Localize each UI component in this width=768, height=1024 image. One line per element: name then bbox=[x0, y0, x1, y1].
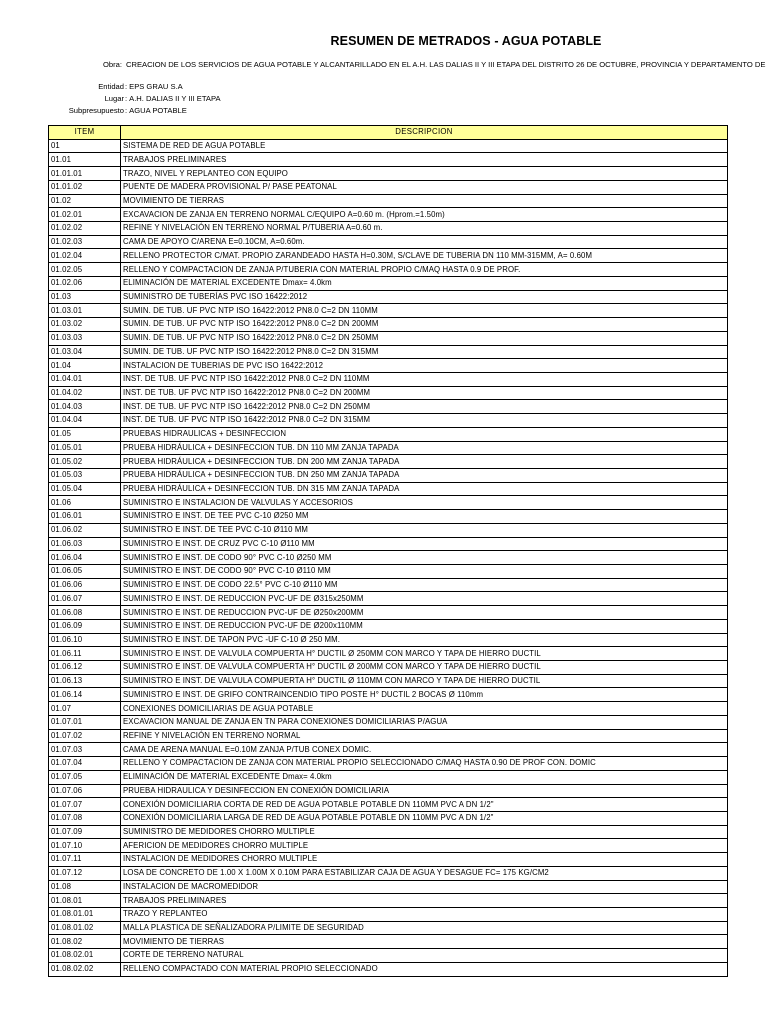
descripcion-cell: INST. DE TUB. UF PVC NTP ISO 16422:2012 PN8.0 C=2 DN 200MM bbox=[121, 386, 728, 400]
item-cell: 01.07 bbox=[49, 702, 121, 716]
table-row bbox=[49, 592, 728, 606]
item-cell: 01.06.04 bbox=[49, 551, 121, 565]
item-cell: 01.06.06 bbox=[49, 578, 121, 592]
descripcion-cell: SUMINISTRO E INST. DE VALVULA COMPUERTA H° DUCTIL Ø 200MM CON MARCO Y TAPA DE HIERRO DUCTIL bbox=[121, 661, 728, 675]
entidad-label: Entidad bbox=[98, 82, 124, 91]
table-row bbox=[49, 167, 728, 181]
table-row bbox=[49, 235, 728, 249]
descripcion-cell: CAMA DE ARENA MANUAL E=0.10M ZANJA P/TUB CONEX DOMIC. bbox=[121, 743, 728, 757]
item-cell: 01.06.05 bbox=[49, 565, 121, 579]
lugar-line: Lugar: A.H. DALIAS II Y III ETAPA bbox=[0, 94, 221, 103]
descripcion-cell: PRUEBA HIDRÁULICA + DESINFECCION TUB. DN 110 MM ZANJA TAPADA bbox=[121, 441, 728, 455]
descripcion-cell: SUMINISTRO E INST. DE TEE PVC C-10 Ø110 MM bbox=[121, 523, 728, 537]
item-cell: 01.06.08 bbox=[49, 606, 121, 620]
descripcion-cell: SUMINISTRO E INST. DE REDUCCION PVC-UF DE Ø315x250MM bbox=[121, 592, 728, 606]
item-cell: 01.03.04 bbox=[49, 345, 121, 359]
descripcion-cell: SUMINISTRO E INST. DE VALVULA COMPUERTA H° DUCTIL Ø 250MM CON MARCO Y TAPA DE HIERRO DUCTIL bbox=[121, 647, 728, 661]
descripcion-cell: INST. DE TUB. UF PVC NTP ISO 16422:2012 PN8.0 C=2 DN 250MM bbox=[121, 400, 728, 414]
table-row bbox=[49, 962, 728, 976]
table-row bbox=[49, 565, 728, 579]
table-row bbox=[49, 743, 728, 757]
obra-line bbox=[103, 60, 768, 69]
descripcion-cell: CAMA DE APOYO C/ARENA E=0.10CM, A=0.60m. bbox=[121, 235, 728, 249]
descripcion-cell: TRAZO, NIVEL Y REPLANTEO CON EQUIPO bbox=[121, 167, 728, 181]
table-row bbox=[49, 661, 728, 675]
item-cell: 01.07.12 bbox=[49, 866, 121, 880]
item-cell: 01.07.11 bbox=[49, 853, 121, 867]
subpresupuesto-label: Subpresupuesto bbox=[68, 106, 124, 115]
descripcion-cell: CONEXIONES DOMICILIARIAS DE AGUA POTABLE bbox=[121, 702, 728, 716]
table-row bbox=[49, 441, 728, 455]
item-cell: 01.05.01 bbox=[49, 441, 121, 455]
item-cell: 01.07.10 bbox=[49, 839, 121, 853]
table-row bbox=[49, 921, 728, 935]
table-row bbox=[49, 811, 728, 825]
table-row bbox=[49, 510, 728, 524]
item-cell: 01.05.03 bbox=[49, 468, 121, 482]
table-row bbox=[49, 523, 728, 537]
table-row bbox=[49, 194, 728, 208]
descripcion-cell: SUMIN. DE TUB. UF PVC NTP ISO 16422:2012 PN8.0 C=2 DN 250MM bbox=[121, 331, 728, 345]
item-cell: 01.06.12 bbox=[49, 661, 121, 675]
item-cell: 01.02.06 bbox=[49, 276, 121, 290]
item-cell: 01.03.02 bbox=[49, 318, 121, 332]
table-row bbox=[49, 907, 728, 921]
subpresupuesto-line: Subpresupuesto: AGUA POTABLE bbox=[0, 106, 187, 115]
obra-value: CREACION DE LOS SERVICIOS DE AGUA POTABLE Y ALCANTARILLADO EN EL A.H. LAS DALIAS II Y III ETAPA DEL DISTRITO 26 DE OCTUBRE, PROVINCIA Y DEPARTAMENTO DE bbox=[126, 60, 766, 69]
descripcion-cell: SUMINISTRO DE TUBERÍAS PVC ISO 16422:2012 bbox=[121, 290, 728, 304]
item-cell: 01.02.01 bbox=[49, 208, 121, 222]
item-cell: 01.02.02 bbox=[49, 222, 121, 236]
item-cell: 01.06.11 bbox=[49, 647, 121, 661]
table-row bbox=[49, 729, 728, 743]
item-cell: 01.03.03 bbox=[49, 331, 121, 345]
descripcion-cell: SUMINISTRO E INST. DE REDUCCION PVC-UF DE Ø200x110MM bbox=[121, 619, 728, 633]
item-cell: 01.04.03 bbox=[49, 400, 121, 414]
item-cell: 01.07.08 bbox=[49, 811, 121, 825]
descripcion-cell: SUMINISTRO E INST. DE TEE PVC C-10 Ø250 MM bbox=[121, 510, 728, 524]
item-cell: 01.02.05 bbox=[49, 263, 121, 277]
descripcion-cell: MOVIMIENTO DE TIERRAS bbox=[121, 935, 728, 949]
descripcion-cell: CORTE DE TERRENO NATURAL bbox=[121, 949, 728, 963]
item-cell: 01.04 bbox=[49, 359, 121, 373]
item-cell: 01.06.10 bbox=[49, 633, 121, 647]
item-cell: 01.02.04 bbox=[49, 249, 121, 263]
page-title: RESUMEN DE METRADOS - AGUA POTABLE bbox=[330, 34, 602, 48]
descripcion-cell: SUMINISTRO E INST. DE GRIFO CONTRAINCENDIO TIPO POSTE H° DUCTIL 2 BOCAS Ø 110mm bbox=[121, 688, 728, 702]
descripcion-cell: SUMINISTRO E INSTALACION DE VALVULAS Y ACCESORIOS bbox=[121, 496, 728, 510]
table-row bbox=[49, 619, 728, 633]
table-row bbox=[49, 839, 728, 853]
item-cell: 01.07.06 bbox=[49, 784, 121, 798]
descripcion-cell: INSTALACION DE TUBERIAS DE PVC ISO 16422:2012 bbox=[121, 359, 728, 373]
table-row bbox=[49, 139, 728, 153]
table-row bbox=[49, 359, 728, 373]
item-cell: 01.07.07 bbox=[49, 798, 121, 812]
descripcion-cell: SISTEMA DE RED DE AGUA POTABLE bbox=[121, 139, 728, 153]
table-row bbox=[49, 757, 728, 771]
descripcion-cell: SUMIN. DE TUB. UF PVC NTP ISO 16422:2012 PN8.0 C=2 DN 110MM bbox=[121, 304, 728, 318]
item-cell: 01.06.09 bbox=[49, 619, 121, 633]
item-cell: 01.06.03 bbox=[49, 537, 121, 551]
item-cell: 01.05.04 bbox=[49, 482, 121, 496]
item-cell: 01.06.07 bbox=[49, 592, 121, 606]
descripcion-cell: EXCAVACION DE ZANJA EN TERRENO NORMAL C/EQUIPO A=0.60 m. (Hprom.=1.50m) bbox=[121, 208, 728, 222]
entidad-value: EPS GRAU S.A bbox=[129, 82, 183, 91]
table-row bbox=[49, 866, 728, 880]
lugar-label: Lugar bbox=[104, 94, 124, 103]
table-row bbox=[49, 702, 728, 716]
table-row bbox=[49, 537, 728, 551]
item-cell: 01.06.14 bbox=[49, 688, 121, 702]
descripcion-cell: SUMINISTRO DE MEDIDORES CHORRO MULTIPLE bbox=[121, 825, 728, 839]
table-row bbox=[49, 688, 728, 702]
descripcion-cell: INST. DE TUB. UF PVC NTP ISO 16422:2012 PN8.0 C=2 DN 315MM bbox=[121, 414, 728, 428]
descripcion-cell: EXCAVACION MANUAL DE ZANJA EN TN PARA CONEXIONES DOMICILIARIAS P/AGUA bbox=[121, 715, 728, 729]
table-row bbox=[49, 427, 728, 441]
header-item: ITEM bbox=[49, 126, 121, 140]
table-row bbox=[49, 798, 728, 812]
item-cell: 01.04.04 bbox=[49, 414, 121, 428]
descripcion-cell: PRUEBA HIDRÁULICA + DESINFECCION TUB. DN 315 MM ZANJA TAPADA bbox=[121, 482, 728, 496]
table-row bbox=[49, 386, 728, 400]
descripcion-cell: SUMINISTRO E INST. DE CODO 22.5° PVC C-10 Ø110 MM bbox=[121, 578, 728, 592]
table-row bbox=[49, 770, 728, 784]
descripcion-cell: INSTALACION DE MEDIDORES CHORRO MULTIPLE bbox=[121, 853, 728, 867]
table-row bbox=[49, 633, 728, 647]
descripcion-cell: AFERICION DE MEDIDORES CHORRO MULTIPLE bbox=[121, 839, 728, 853]
item-cell: 01.08.02 bbox=[49, 935, 121, 949]
descripcion-cell: SUMINISTRO E INST. DE REDUCCION PVC-UF DE Ø250x200MM bbox=[121, 606, 728, 620]
table-header-row bbox=[49, 126, 728, 140]
descripcion-cell: TRABAJOS PRELIMINARES bbox=[121, 894, 728, 908]
item-cell: 01.08 bbox=[49, 880, 121, 894]
descripcion-cell: MALLA PLASTICA DE SEÑALIZADORA P/LIMITE DE SEGURIDAD bbox=[121, 921, 728, 935]
descripcion-cell: MOVIMIENTO DE TIERRAS bbox=[121, 194, 728, 208]
item-cell: 01.04.01 bbox=[49, 372, 121, 386]
descripcion-cell: INSTALACION DE MACROMEDIDOR bbox=[121, 880, 728, 894]
obra-label: Obra: bbox=[103, 60, 122, 69]
table-row bbox=[49, 208, 728, 222]
descripcion-cell: PRUEBAS HIDRAULICAS + DESINFECCION bbox=[121, 427, 728, 441]
metrados-table bbox=[48, 125, 728, 977]
item-cell: 01.08.01 bbox=[49, 894, 121, 908]
item-cell: 01.05.02 bbox=[49, 455, 121, 469]
table-row bbox=[49, 606, 728, 620]
entidad-line: Entidad: EPS GRAU S.A bbox=[0, 82, 183, 91]
item-cell: 01.02.03 bbox=[49, 235, 121, 249]
table-row bbox=[49, 180, 728, 194]
item-cell: 01 bbox=[49, 139, 121, 153]
descripcion-cell: SUMINISTRO E INST. DE CODO 90° PVC C-10 Ø110 MM bbox=[121, 565, 728, 579]
table-row bbox=[49, 894, 728, 908]
table-row bbox=[49, 935, 728, 949]
descripcion-cell: SUMIN. DE TUB. UF PVC NTP ISO 16422:2012 PN8.0 C=2 DN 200MM bbox=[121, 318, 728, 332]
table-row bbox=[49, 468, 728, 482]
item-cell: 01.02 bbox=[49, 194, 121, 208]
item-cell: 01.05 bbox=[49, 427, 121, 441]
descripcion-cell: RELLENO COMPACTADO CON MATERIAL PROPIO SELECCIONADO bbox=[121, 962, 728, 976]
table-row bbox=[49, 647, 728, 661]
descripcion-cell: PRUEBA HIDRAULICA Y DESINFECCION EN CONEXIÓN DOMICILIARIA bbox=[121, 784, 728, 798]
table-row bbox=[49, 551, 728, 565]
descripcion-cell: CONEXIÓN DOMICILIARIA CORTA DE RED DE AGUA POTABLE POTABLE DN 110MM PVC A DN 1/2" bbox=[121, 798, 728, 812]
descripcion-cell: RELLENO Y COMPACTACION DE ZANJA P/TUBERIA CON MATERIAL PROPIO C/MAQ HASTA 0.9 DE PROF. bbox=[121, 263, 728, 277]
table-row bbox=[49, 153, 728, 167]
table-row bbox=[49, 222, 728, 236]
table-row bbox=[49, 372, 728, 386]
descripcion-cell: SUMINISTRO E INST. DE TAPON PVC -UF C-10 Ø 250 MM. bbox=[121, 633, 728, 647]
descripcion-cell: CONEXIÓN DOMICILIARIA LARGA DE RED DE AGUA POTABLE POTABLE DN 110MM PVC A DN 1/2" bbox=[121, 811, 728, 825]
item-cell: 01.03.01 bbox=[49, 304, 121, 318]
item-cell: 01.06.01 bbox=[49, 510, 121, 524]
descripcion-cell: REFINE Y NIVELACIÓN EN TERRENO NORMAL P/TUBERIA A=0.60 m. bbox=[121, 222, 728, 236]
item-cell: 01.08.01.02 bbox=[49, 921, 121, 935]
table-row bbox=[49, 674, 728, 688]
descripcion-cell: TRABAJOS PRELIMINARES bbox=[121, 153, 728, 167]
table-row bbox=[49, 331, 728, 345]
item-cell: 01.01.01 bbox=[49, 167, 121, 181]
table-row bbox=[49, 414, 728, 428]
item-cell: 01.07.02 bbox=[49, 729, 121, 743]
table-row bbox=[49, 304, 728, 318]
item-cell: 01.04.02 bbox=[49, 386, 121, 400]
descripcion-cell: SUMINISTRO E INST. DE VALVULA COMPUERTA H° DUCTIL Ø 110MM CON MARCO Y TAPA DE HIERRO DUCTIL bbox=[121, 674, 728, 688]
table-row bbox=[49, 249, 728, 263]
descripcion-cell: ELIMINACIÓN DE MATERIAL EXCEDENTE Dmax= 4.0km bbox=[121, 276, 728, 290]
table-row bbox=[49, 290, 728, 304]
descripcion-cell: PRUEBA HIDRÁULICA + DESINFECCION TUB. DN 250 MM ZANJA TAPADA bbox=[121, 468, 728, 482]
table-row bbox=[49, 853, 728, 867]
descripcion-cell: TRAZO Y REPLANTEO bbox=[121, 907, 728, 921]
item-cell: 01.08.02.01 bbox=[49, 949, 121, 963]
item-cell: 01.08.01.01 bbox=[49, 907, 121, 921]
table-row bbox=[49, 263, 728, 277]
item-cell: 01.01 bbox=[49, 153, 121, 167]
table-row bbox=[49, 784, 728, 798]
table-row bbox=[49, 715, 728, 729]
descripcion-cell: LOSA DE CONCRETO DE 1.00 X 1.00M X 0.10M PARA ESTABILIZAR CAJA DE AGUA Y DESAGUE FC= 175 KG/CM2 bbox=[121, 866, 728, 880]
descripcion-cell: SUMIN. DE TUB. UF PVC NTP ISO 16422:2012 PN8.0 C=2 DN 315MM bbox=[121, 345, 728, 359]
descripcion-cell: PUENTE DE MADERA PROVISIONAL P/ PASE PEATONAL bbox=[121, 180, 728, 194]
descripcion-cell: RELLENO Y COMPACTACION DE ZANJA CON MATERIAL PROPIO SELECCIONADO C/MAQ HASTA 0.90 DE PROF CON. DOMIC bbox=[121, 757, 728, 771]
descripcion-cell: SUMINISTRO E INST. DE CRUZ PVC C-10 Ø110 MM bbox=[121, 537, 728, 551]
table-row bbox=[49, 400, 728, 414]
table-row bbox=[49, 578, 728, 592]
item-cell: 01.03 bbox=[49, 290, 121, 304]
table-row bbox=[49, 318, 728, 332]
descripcion-cell: ELIMINACIÓN DE MATERIAL EXCEDENTE Dmax= 4.0km bbox=[121, 770, 728, 784]
item-cell: 01.06 bbox=[49, 496, 121, 510]
table-row bbox=[49, 825, 728, 839]
descripcion-cell: INST. DE TUB. UF PVC NTP ISO 16422:2012 PN8.0 C=2 DN 110MM bbox=[121, 372, 728, 386]
table-row bbox=[49, 496, 728, 510]
item-cell: 01.06.02 bbox=[49, 523, 121, 537]
descripcion-cell: REFINE Y NIVELACIÓN EN TERRENO NORMAL bbox=[121, 729, 728, 743]
item-cell: 01.07.04 bbox=[49, 757, 121, 771]
item-cell: 01.01.02 bbox=[49, 180, 121, 194]
lugar-value: A.H. DALIAS II Y III ETAPA bbox=[129, 94, 221, 103]
table-row bbox=[49, 880, 728, 894]
descripcion-cell: SUMINISTRO E INST. DE CODO 90° PVC C-10 Ø250 MM bbox=[121, 551, 728, 565]
descripcion-cell: PRUEBA HIDRÁULICA + DESINFECCION TUB. DN 200 MM ZANJA TAPADA bbox=[121, 455, 728, 469]
table-row bbox=[49, 455, 728, 469]
table-row bbox=[49, 345, 728, 359]
header-descripcion: DESCRIPCION bbox=[121, 126, 728, 140]
item-cell: 01.07.03 bbox=[49, 743, 121, 757]
table-row bbox=[49, 276, 728, 290]
descripcion-cell: RELLENO PROTECTOR C/MAT. PROPIO ZARANDEADO HASTA H=0.30M, S/CLAVE DE TUBERIA DN 110 MM-315MM, A= 0.60M bbox=[121, 249, 728, 263]
item-cell: 01.07.09 bbox=[49, 825, 121, 839]
table-row bbox=[49, 482, 728, 496]
item-cell: 01.07.05 bbox=[49, 770, 121, 784]
item-cell: 01.06.13 bbox=[49, 674, 121, 688]
item-cell: 01.07.01 bbox=[49, 715, 121, 729]
item-cell: 01.08.02.02 bbox=[49, 962, 121, 976]
table-row bbox=[49, 949, 728, 963]
subpresupuesto-value: AGUA POTABLE bbox=[129, 106, 187, 115]
